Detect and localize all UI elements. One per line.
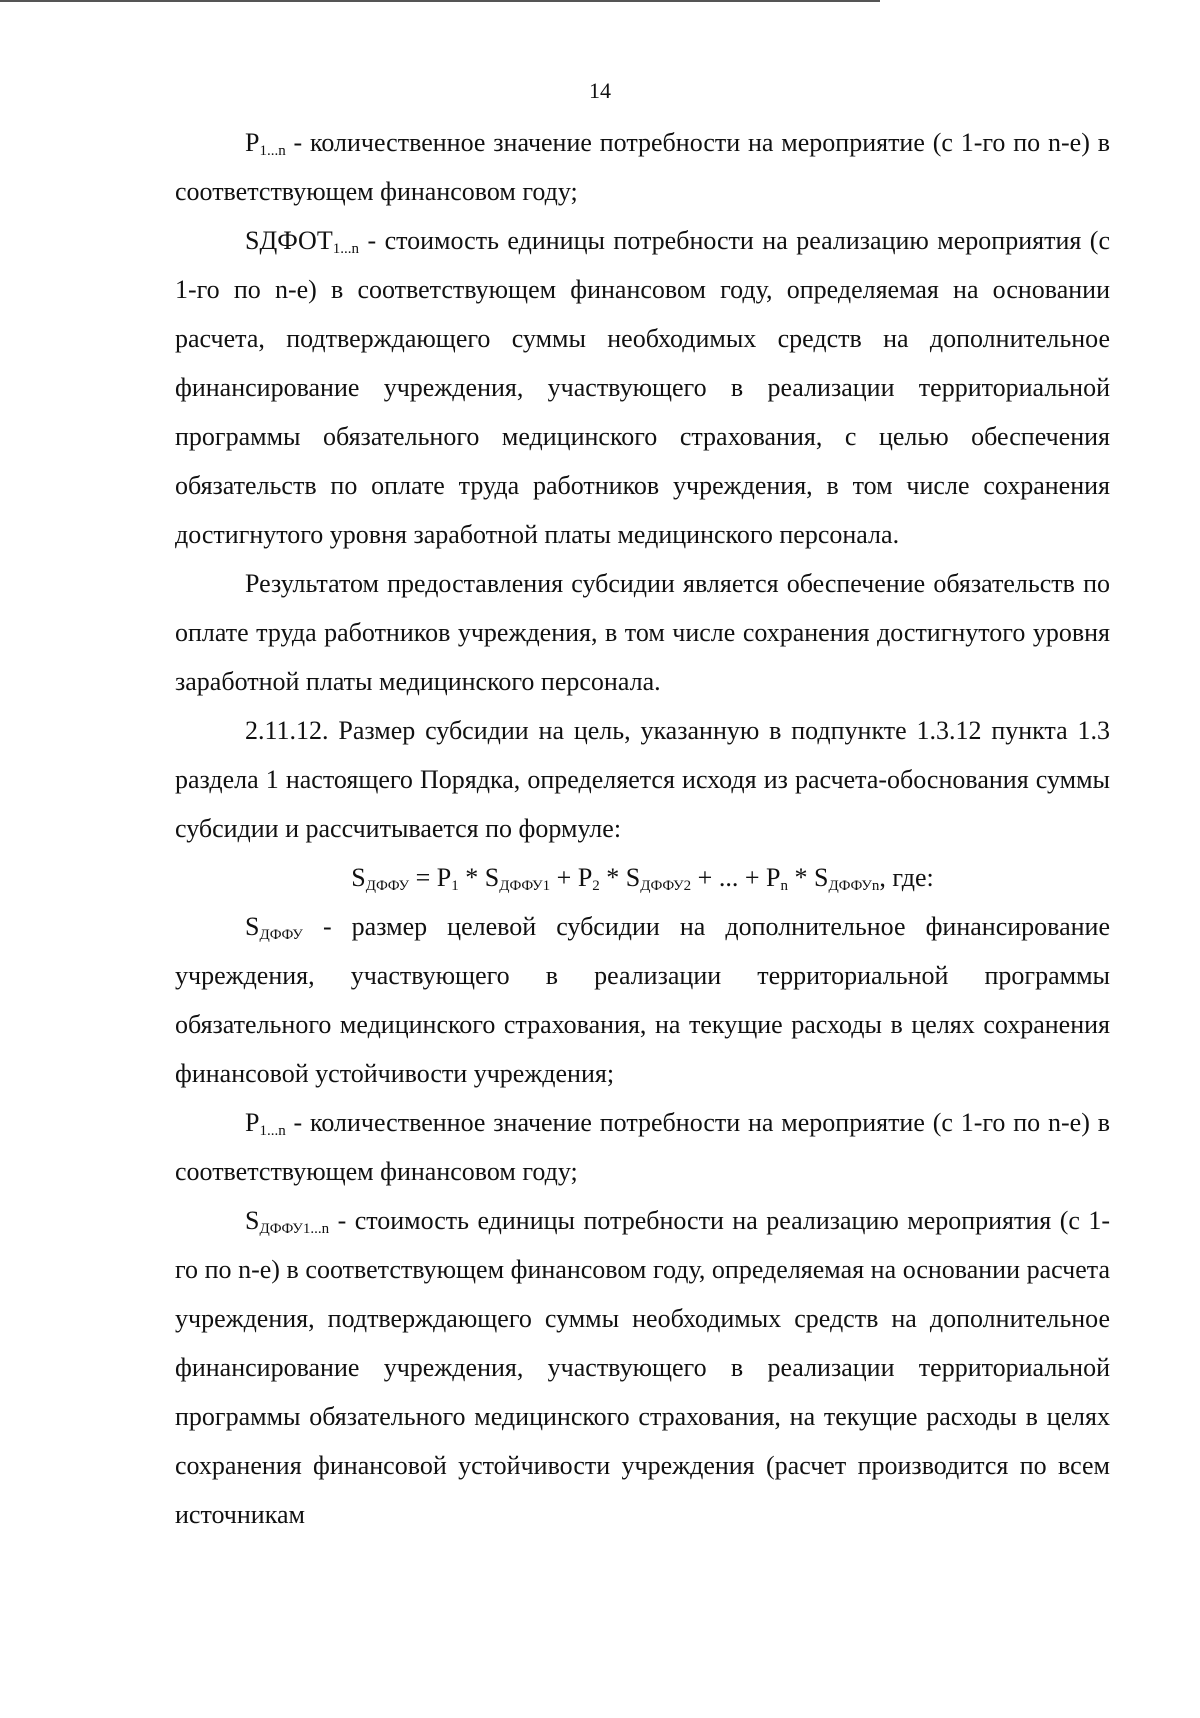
paragraph-sdffu-definition [175, 902, 1110, 1098]
formula-subscript: 1 [451, 878, 459, 894]
formula-part: + ... + P [691, 863, 781, 892]
paragraph-result: Результатом предоставления субсидии является обеспечение обязательств по оплате труда работников учреждения, в том числе сохранения достигнутого уровня заработной платы медицинского персонала. [175, 569, 1110, 696]
formula-subscript: 2 [592, 878, 600, 894]
paragraph-2-11-12: 2.11.12. Размер субсидии на цель, указанную в подпункте 1.3.12 пункта 1.3 раздела 1 настоящего Порядка, определяется исходя из расчета-обоснования суммы субсидии и рассчитывается по формуле: [175, 716, 1110, 843]
symbol-p-subscript: 1...n [259, 1123, 286, 1139]
formula-subscript: n [780, 878, 788, 894]
symbol-s-subscript: ДФФУ1...n [259, 1221, 330, 1237]
paragraph-sdffu1n-definition [175, 1196, 1110, 1539]
symbol-p: P [245, 128, 260, 157]
page-number: 14 [589, 78, 611, 103]
paragraph-p-definition [175, 118, 1110, 216]
paragraph-sdfot-definition [175, 216, 1110, 559]
formula-part: + P [550, 863, 593, 892]
symbol-p-subscript: 1...n [259, 143, 286, 159]
paragraph-text: - размер целевой субсидии на дополнительное финансирование учреждения, участвующего в реализации территориальной программы обязательного медицинского страхования, на текущие расходы в целях сохранения финансовой устойчивости учреждения; [175, 912, 1110, 1088]
formula-subscript: ДФФУ [365, 878, 410, 894]
formula-subscript: ДФФУ1 [499, 878, 551, 894]
paragraph-p-definition-2 [175, 1098, 1110, 1196]
formula-part: * S [458, 863, 500, 892]
symbol-sdfot: SДФОТ [245, 226, 333, 255]
formula-subscript: ДФФУ2 [640, 878, 692, 894]
scan-edge-line [0, 0, 880, 2]
formula [175, 853, 1110, 902]
paragraph-text: - количественное значение потребности на мероприятие (с 1-го по n-е) в соответствующем финансовом году; [175, 128, 1110, 206]
symbol-s: S [245, 912, 260, 941]
formula-part: , где: [879, 863, 934, 892]
document-body [175, 118, 1110, 1539]
paragraph-text: - стоимость единицы потребности на реализацию мероприятия (с 1-го по n-е) в соответствующем финансовом году, определяемая на основании расчета, подтверждающего суммы необходимых средств на дополнительное финансирование учреждения, участвующего в реализации территориальной программы обязательного медицинского страхования, с целью обеспечения обязательств по оплате труда работников учреждения, в том числе сохранения достигнутого уровня заработной платы медицинского персонала. [175, 226, 1110, 549]
paragraph-text: - количественное значение потребности на мероприятие (с 1-го по n-е) в соответствующем финансовом году; [175, 1108, 1110, 1186]
symbol-sdfot-subscript: 1...n [332, 241, 359, 257]
formula-subscript: ДФФУn [828, 878, 880, 894]
formula-part: = P [409, 863, 452, 892]
formula-part: * S [787, 863, 829, 892]
formula-part: S [351, 863, 366, 892]
paragraph-text: - стоимость единицы потребности на реализацию мероприятия (с 1-го по n-е) в соответствующем финансовом году, определяемая на основании расчета учреждения, подтверждающего суммы необходимых средств на дополнительное финансирование учреждения, участвующего в реализации территориальной программы обязательного медицинского страхования, на текущие расходы в целях сохранения финансовой устойчивости учреждения (расчет производится по всем источникам [175, 1206, 1110, 1529]
formula-part: * S [599, 863, 641, 892]
symbol-s-subscript: ДФФУ [259, 927, 303, 943]
symbol-s: S [245, 1206, 260, 1235]
symbol-p: P [245, 1108, 260, 1137]
